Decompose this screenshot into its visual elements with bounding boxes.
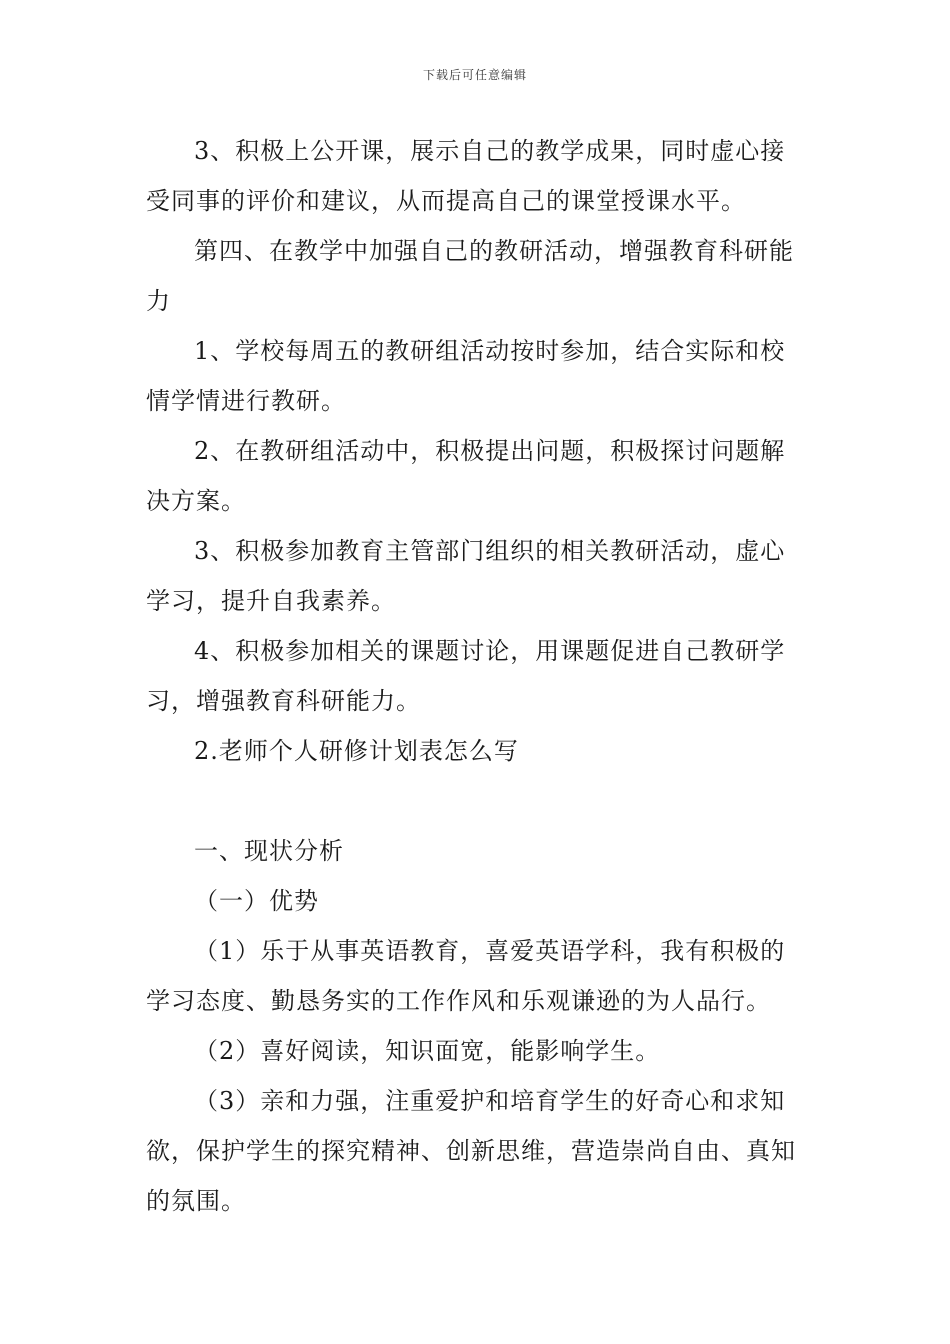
document-body [146, 126, 810, 1226]
subheading-advantages: （一）优势 [194, 887, 319, 915]
paragraph-advantage-1: （1）乐于从事英语教育，喜爱英语学科，我有积极的学习态度、勤恳务实的工作作风和乐观谦逊的为人品行。 [146, 937, 786, 1015]
paragraph-topic-discussion: 4、积极参加相关的课题讨论，用课题促进自己教研学习，增强教育科研能力。 [146, 637, 786, 715]
heading-status-analysis: 一、现状分析 [194, 837, 344, 865]
paragraph-public-class: 3、积极上公开课，展示自己的教学成果，同时虚心接受同事的评价和建议，从而提高自己的课堂授课水平。 [146, 137, 786, 215]
paragraph-advantage-2: （2）喜好阅读，知识面宽，能影响学生。 [194, 1037, 661, 1065]
section-heading-research: 第四、在教学中加强自己的教研活动，增强教育科研能力 [146, 237, 794, 315]
paragraph-weekly-research: 1、学校每周五的教研组活动按时参加，结合实际和校情学情进行教研。 [146, 337, 786, 415]
section-title-plan: 2.老师个人研修计划表怎么写 [194, 737, 519, 765]
paragraph-advantage-3: （3）亲和力强，注重爱护和培育学生的好奇心和求知欲，保护学生的探究精神、创新思维，营造崇尚自由、真知的氛围。 [146, 1087, 796, 1215]
blank-line [146, 776, 810, 826]
page-header-note: 下载后可任意编辑 [422, 68, 527, 82]
paragraph-raise-questions: 2、在教研组活动中，积极提出问题，积极探讨问题解决方案。 [146, 437, 786, 515]
paragraph-department-activities: 3、积极参加教育主管部门组织的相关教研活动，虚心学习，提升自我素养。 [146, 537, 786, 615]
